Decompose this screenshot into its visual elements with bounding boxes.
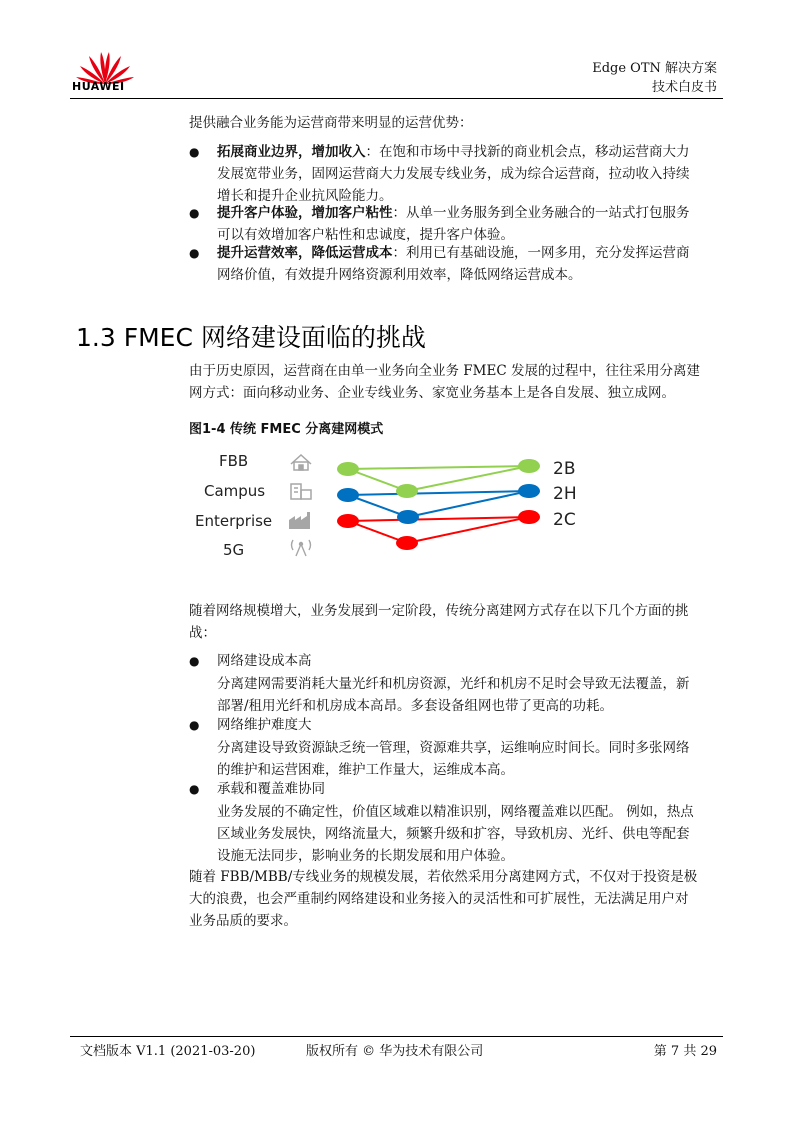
advantage-text: ：从单一业务服务到全业务融合的一站式打包服务: [392, 205, 690, 221]
red-node: [518, 510, 540, 524]
enterprise-2c-red-lines: [348, 517, 529, 543]
diagram-label-2h: 2H: [553, 484, 577, 504]
diagram-label-campus: Campus: [204, 482, 266, 500]
challenge-text: 业务发展的不确定性，价值区域难以精准识别，网络覆盖难以匹配。 例如，热点: [217, 804, 694, 820]
advantage-text: 网络价值，有效提升网络资源利用效率，降低网络运营成本。: [217, 267, 582, 283]
advantage-title: 提升客户体验，增加客户粘性: [217, 205, 393, 221]
advantage-text: ：在饱和市场中寻找新的商业机会点，移动运营商大力: [365, 144, 690, 160]
red-node: [396, 536, 418, 550]
section-title: 1.3 FMEC 网络建设面临的挑战: [76, 323, 426, 352]
doc-title: Edge OTN 解决方案: [592, 61, 717, 76]
challenge-title: 网络建设成本高: [217, 653, 312, 669]
fbb-2b-green-lines: [348, 466, 529, 491]
advantage-title: 提升运营效率，降低运营成本: [217, 245, 393, 261]
bullet-icon: ●: [189, 654, 200, 668]
bullet-icon: ●: [189, 782, 200, 796]
blue-node: [518, 484, 540, 498]
challenge-title: 网络维护难度大: [217, 717, 312, 733]
closing-paragraph: 大的浪费，也会严重制约网络建设和业务接入的灵活性和可扩展性，无法满足用户对: [189, 891, 689, 907]
footer-version: 文档版本 V1.1 (2021-03-20): [80, 1044, 256, 1059]
fmec-network-diagram: [189, 444, 609, 562]
diagram-label-2b: 2B: [553, 459, 576, 479]
building-icon: [291, 484, 311, 499]
intro-paragraph: 提供融合业务能为运营商带来明显的运营优势：: [189, 115, 473, 131]
blue-node: [337, 488, 359, 502]
closing-paragraph: 随着 FBB/MBB/专线业务的规模发展，若依然采用分离建网方式，不仅对于投资是极: [189, 869, 698, 885]
advantage-text: 增长和提升企业抗风险能力。: [217, 188, 393, 204]
doc-subtitle: 技术白皮书: [651, 80, 717, 95]
campus-2h-blue-lines: [348, 491, 529, 517]
green-node: [396, 484, 418, 498]
green-node: [337, 462, 359, 476]
section-paragraph: 由于历史原因，运营商在由单一业务向全业务 FMEC 发展的过程中，往往采用分离建: [189, 363, 700, 379]
diagram-label-enterprise: Enterprise: [195, 512, 273, 530]
diagram-label-2c: 2C: [553, 510, 576, 530]
bullet-icon: ●: [189, 718, 200, 732]
advantage-text: 发展宽带业务，固网运营商大力发展专线业务，成为综合运营商，拉动收入持续: [217, 166, 690, 182]
red-node: [337, 514, 359, 528]
challenge-text: 的维护和运营困难，维护工作量大，运维成本高。: [217, 762, 514, 778]
diagram-label-5g: 5G: [223, 541, 245, 559]
challenge-text: 分离建设导致资源缺乏统一管理，资源难共享，运维响应时间长。同时多张网络: [217, 740, 690, 756]
challenge-text: 区域业务发展快，网络流量大，频繁升级和扩容，导致机房、光纤、供电等配套: [217, 826, 690, 842]
footer-copyright: 版权所有 © 华为技术有限公司: [306, 1044, 484, 1059]
challenges-intro: 随着网络规模增大，业务发展到一定阶段，传统分离建网方式存在以下几个方面的挑: [189, 603, 689, 619]
diagram-label-fbb: FBB: [219, 452, 249, 470]
footer-page-number: 第 7 共 29: [653, 1044, 717, 1059]
brand-name: HUAWEI: [72, 80, 125, 93]
bullet-icon: ●: [189, 145, 200, 159]
advantage-text: ：利用已有基础设施，一网多用，充分发挥运营商: [392, 245, 690, 261]
home-icon: [291, 455, 311, 470]
challenge-text: 设施无法同步，影响业务的长期发展和用户体验。: [217, 848, 514, 864]
challenge-text: 部署/租用光纤和机房成本高昂。多套设备组网也带了更高的功耗。: [217, 698, 614, 714]
antenna-icon: [292, 540, 311, 556]
challenge-text: 分离建网需要消耗大量光纤和机房资源，光纤和机房不足时会导致无法覆盖，新: [217, 676, 690, 692]
green-node: [518, 459, 540, 473]
bullet-icon: ●: [189, 246, 200, 260]
bullet-icon: ●: [189, 206, 200, 220]
header-divider: [70, 98, 723, 99]
closing-paragraph: 业务品质的要求。: [189, 913, 297, 929]
advantage-title: 拓展商业边界，增加收入: [217, 144, 366, 160]
challenges-intro: 战：: [189, 625, 216, 641]
advantage-text: 可以有效增加客户粘性和忠诚度，提升客户体验。: [217, 227, 514, 243]
blue-node: [397, 510, 419, 524]
factory-icon: [289, 512, 310, 529]
challenge-title: 承载和覆盖难协同: [217, 781, 325, 797]
figure-caption: 图1-4 传统 FMEC 分离建网模式: [189, 422, 384, 437]
section-paragraph: 网方式：面向移动业务、企业专线业务、家宽业务基本上是各自发展、独立成网。: [189, 385, 675, 401]
footer-divider: [70, 1036, 723, 1037]
